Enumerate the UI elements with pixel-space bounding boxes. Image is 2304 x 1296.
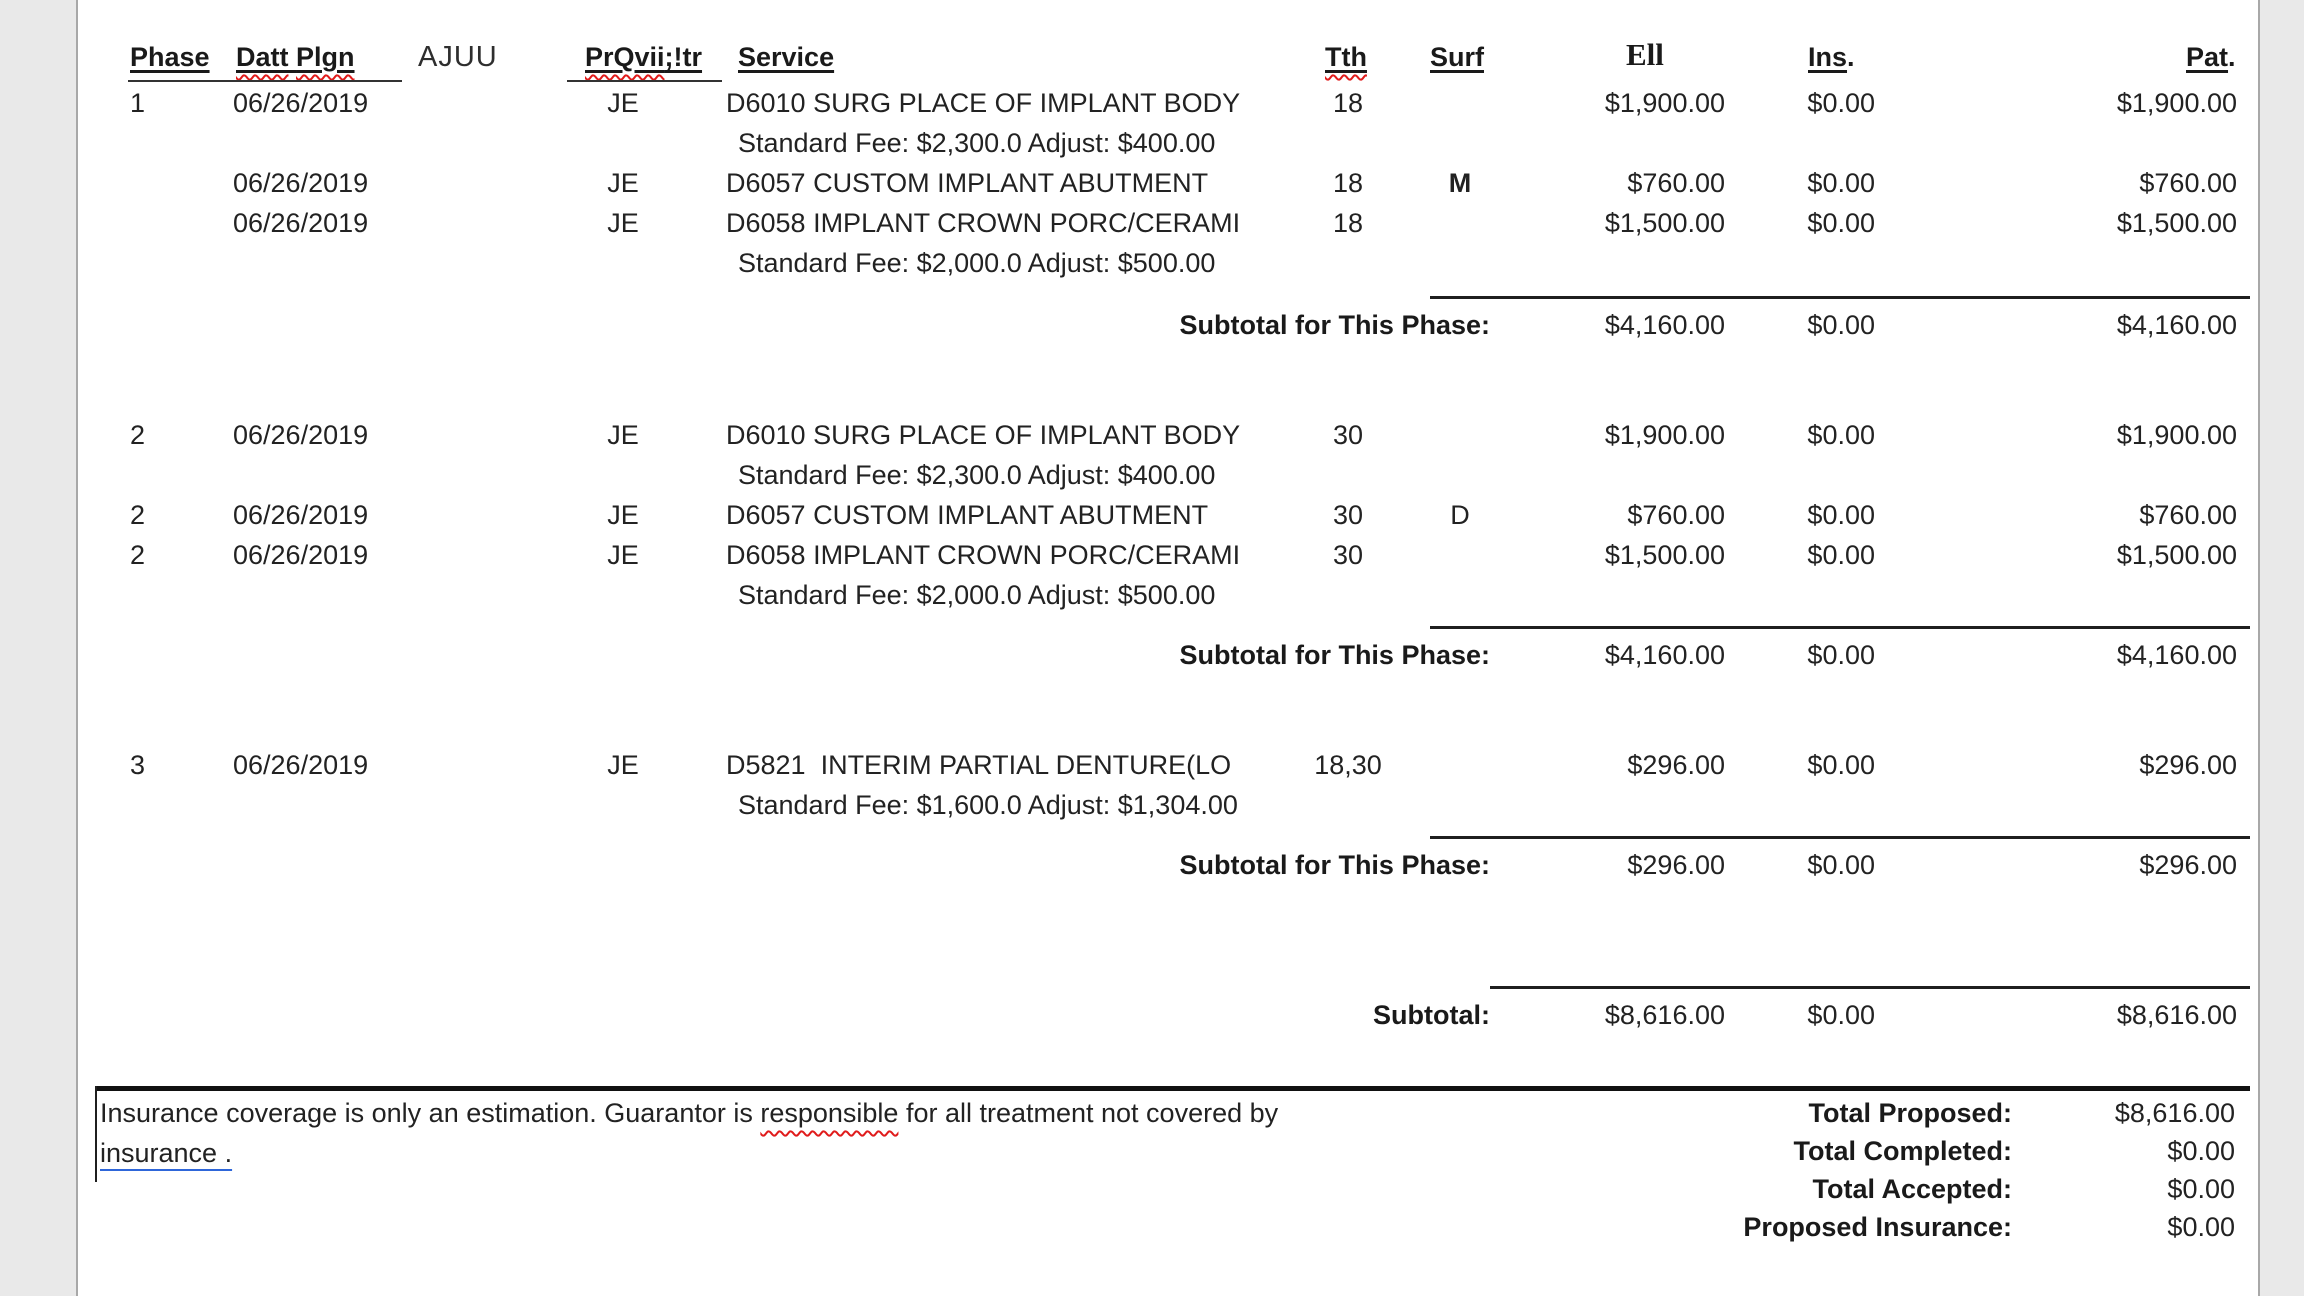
fee-amount: $1,500.00	[1604, 208, 1725, 238]
phase-number: 3	[130, 750, 146, 780]
total-completed-value: $0.00	[2167, 1136, 2235, 1166]
proposed-insurance-value: $0.00	[2167, 1212, 2235, 1242]
phase-number: 2	[130, 420, 146, 450]
subtotal-fee: $296.00	[1627, 850, 1725, 880]
col-header-tooth	[1325, 40, 1367, 74]
subtotal-fee: $4,160.00	[1604, 640, 1725, 670]
misspelled-word: Plgn	[296, 42, 355, 72]
phase-number: 1	[130, 88, 146, 118]
misspelled-word: Datt	[236, 42, 289, 72]
insurance-amount: $0.00	[1807, 750, 1875, 780]
patient-amount: $760.00	[2139, 168, 2237, 198]
phase-subtotal-rule	[1430, 296, 2250, 299]
tooth-number: 18	[1332, 168, 1364, 198]
standard-fee-note: Standard Fee: $2,300.0 Adjust: $400.00	[738, 460, 1216, 490]
insurance-amount: $0.00	[1807, 500, 1875, 530]
left-gutter	[0, 0, 78, 1296]
provider-code: JE	[607, 208, 639, 238]
tooth-number: 30	[1332, 500, 1364, 530]
patient-amount: $1,500.00	[2116, 208, 2237, 238]
fee-amount: $760.00	[1627, 168, 1725, 198]
subtotal-patient: $8,616.00	[2116, 1000, 2237, 1030]
subtotal-insurance: $0.00	[1807, 310, 1875, 340]
service-description: D6058 IMPLANT CROWN PORC/CERAMI	[726, 540, 1241, 570]
service-description: D5821 INTERIM PARTIAL DENTURE(LO	[726, 750, 1232, 780]
footer-divider	[95, 1086, 2250, 1091]
col-header-fee: Ell	[1626, 37, 1664, 72]
phase-subtotal-label: Subtotal for This Phase:	[1179, 310, 1490, 340]
col-header-surface: Surf	[1430, 42, 1484, 72]
col-header-service: Service	[738, 42, 835, 72]
right-gutter[interactable]	[2258, 0, 2304, 1296]
provider-code: JE	[607, 500, 639, 530]
phase-number: 2	[130, 540, 146, 570]
provider-code: JE	[607, 750, 639, 780]
subtotal-insurance: $0.00	[1807, 640, 1875, 670]
provider-code: JE	[607, 420, 639, 450]
col-header-provider: PrQvii;!tr	[585, 42, 703, 72]
provider-code: JE	[607, 168, 639, 198]
tooth-number: 30	[1332, 540, 1364, 570]
grammar-flagged-word: insurance .	[100, 1138, 233, 1168]
col-header-insurance: Ins.	[1808, 42, 1855, 72]
grand-subtotal-rule	[1490, 986, 2250, 989]
footer-frame-border	[95, 1086, 97, 1182]
header-rule-provider	[567, 80, 722, 82]
total-accepted-value: $0.00	[2167, 1174, 2235, 1204]
proposed-insurance-label: Proposed Insurance:	[1743, 1212, 2012, 1242]
total-proposed-value: $8,616.00	[2114, 1098, 2235, 1128]
fee-amount: $760.00	[1627, 500, 1725, 530]
total-completed-label: Total Completed:	[1793, 1136, 2012, 1166]
standard-fee-note: Standard Fee: $2,000.0 Adjust: $500.00	[738, 580, 1216, 610]
surface-code: D	[1450, 500, 1470, 530]
fee-amount: $1,900.00	[1604, 88, 1725, 118]
planned-date: 06/26/2019	[233, 420, 369, 450]
surface-code: M	[1448, 168, 1472, 198]
subtotal-insurance: $0.00	[1807, 1000, 1875, 1030]
phase-subtotal-label: Subtotal for This Phase:	[1179, 640, 1490, 670]
planned-date: 06/26/2019	[233, 168, 369, 198]
subtotal-patient: $4,160.00	[2116, 310, 2237, 340]
insurance-amount: $0.00	[1807, 168, 1875, 198]
tooth-number: 18	[1332, 88, 1364, 118]
planned-date: 06/26/2019	[233, 750, 369, 780]
fee-amount: $1,500.00	[1604, 540, 1725, 570]
fee-amount: $1,900.00	[1604, 420, 1725, 450]
insurance-amount: $0.00	[1807, 208, 1875, 238]
service-description: D6010 SURG PLACE OF IMPLANT BODY	[726, 88, 1241, 118]
tooth-number: 18	[1332, 208, 1364, 238]
patient-amount: $760.00	[2139, 500, 2237, 530]
col-header-ajuu: AJUU	[418, 41, 498, 73]
provider-code: JE	[607, 88, 639, 118]
standard-fee-note: Standard Fee: $1,600.0 Adjust: $1,304.00	[738, 790, 1238, 820]
service-description: D6058 IMPLANT CROWN PORC/CERAMI	[726, 208, 1241, 238]
insurance-amount: $0.00	[1807, 540, 1875, 570]
planned-date: 06/26/2019	[233, 88, 369, 118]
patient-amount: $1,900.00	[2116, 88, 2237, 118]
misspelled-word: responsible	[760, 1098, 899, 1128]
total-accepted-label: Total Accepted:	[1812, 1174, 2012, 1204]
patient-amount: $296.00	[2139, 750, 2237, 780]
planned-date: 06/26/2019	[233, 500, 369, 530]
standard-fee-note: Standard Fee: $2,300.0 Adjust: $400.00	[738, 128, 1216, 158]
phase-number: 2	[130, 500, 146, 530]
col-header-date-planned	[236, 40, 355, 74]
planned-date: 06/26/2019	[233, 540, 369, 570]
subtotal-patient: $4,160.00	[2116, 640, 2237, 670]
service-description: D6010 SURG PLACE OF IMPLANT BODY	[726, 420, 1241, 450]
planned-date: 06/26/2019	[233, 208, 369, 238]
col-header-phase: Phase	[130, 42, 210, 72]
fee-amount: $296.00	[1627, 750, 1725, 780]
service-description: D6057 CUSTOM IMPLANT ABUTMENT	[726, 500, 1209, 530]
subtotal-fee: $4,160.00	[1604, 310, 1725, 340]
provider-code: JE	[607, 540, 639, 570]
misspelled-word: PrQvii	[585, 42, 665, 72]
patient-amount: $1,500.00	[2116, 540, 2237, 570]
insurance-amount: $0.00	[1807, 420, 1875, 450]
col-header-patient: Pat.	[2186, 42, 2236, 72]
service-description: D6057 CUSTOM IMPLANT ABUTMENT	[726, 168, 1209, 198]
tooth-number: 30	[1332, 420, 1364, 450]
phase-subtotal-rule	[1430, 626, 2250, 629]
subtotal-fee: $8,616.00	[1604, 1000, 1725, 1030]
misspelled-word: Tth	[1325, 42, 1367, 72]
header-rule-left	[128, 80, 402, 82]
disclaimer-text: Insurance coverage is only an estimation. Guarantor is responsible for all treatment not covered by	[100, 1098, 1279, 1128]
patient-amount: $1,900.00	[2116, 420, 2237, 450]
tooth-number: 18,30	[1314, 750, 1382, 780]
subtotal-insurance: $0.00	[1807, 850, 1875, 880]
total-proposed-label: Total Proposed:	[1808, 1098, 2012, 1128]
phase-subtotal-rule	[1430, 836, 2250, 839]
standard-fee-note: Standard Fee: $2,000.0 Adjust: $500.00	[738, 248, 1216, 278]
phase-subtotal-label: Subtotal for This Phase:	[1179, 850, 1490, 880]
insurance-amount: $0.00	[1807, 88, 1875, 118]
grand-subtotal-label: Subtotal:	[1373, 1000, 1490, 1030]
subtotal-patient: $296.00	[2139, 850, 2237, 880]
